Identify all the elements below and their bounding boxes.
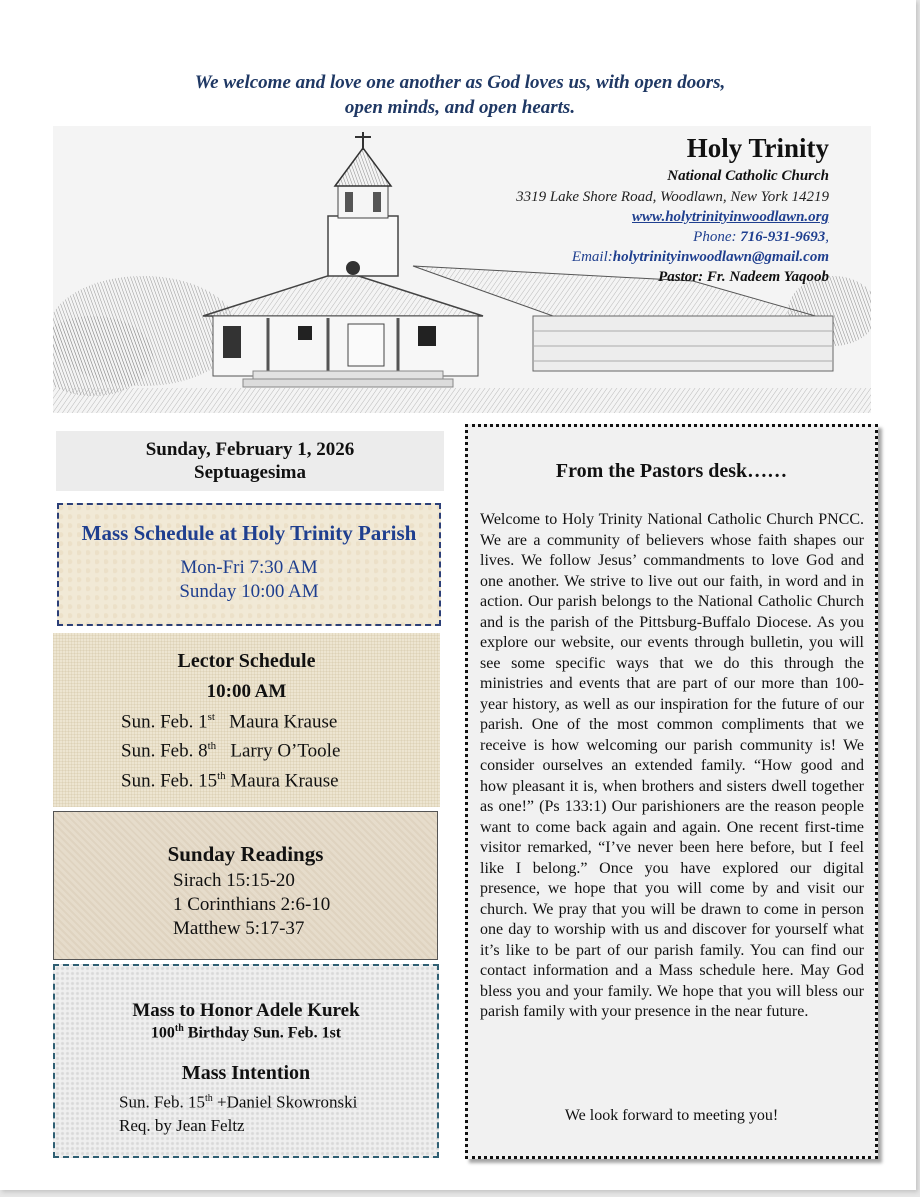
lector-name: Maura Krause xyxy=(230,769,339,791)
pastors-desk-closing: We look forward to meeting you! xyxy=(564,1107,779,1124)
mass-weekday-time: Mon-Fri 7:30 AM xyxy=(180,557,318,578)
mass-intention-box xyxy=(53,964,439,1158)
sunday-readings-title: Sunday Readings xyxy=(167,842,324,866)
email-label: Email: xyxy=(571,249,613,265)
lector-gap xyxy=(215,711,229,732)
lector-row xyxy=(121,764,440,793)
church-info xyxy=(516,130,829,287)
church-phone xyxy=(516,227,829,247)
liturgical-season: Septuagesima xyxy=(194,462,306,483)
pastors-desk-message: Welcome to Holy Trinity National Catholic Church PNCC. We are a community of believers whose faith shapes our lives. We follow Jesus’ commandments to love God and one another. We strive to live out our faith, in word and in action. Our parish belongs to the National Catholic Church and is the parish of the Pittsburg-Buffalo Diocese. As you explore our website, our events through bulletin, you will see some specific ways that we do this through the ministries and events that are part of our more than 100-year history, as well as our inspiration for the future of our parish. One of the most common compliments that we receive is how welcoming our parish community is! We consider ourselves an extended family. “How good and how pleasant it is, when brothers and sisters dwell together as one!” (Ps 133:1) Our parishioners are the reason people want to come back again and again. One recent first-time visitor remarked, “I’ve never been here before, but I feel like I belong.” Once you have explored our digital presence, we hope that you will come by and visit our church. We pray that you will be drawn to come in person one day to worship with us and discover for yourself what it’s like to be part of our parish family. You can find our contact information and a Mass schedule here. May God bless you and your family. We hope that you will bless our parish family with your presence in the near future. xyxy=(480,511,864,1020)
pastor-label: Pastor xyxy=(658,269,699,285)
mass-schedule-title: Mass Schedule at Holy Trinity Parish xyxy=(81,521,417,545)
lector-date-suffix: st xyxy=(207,711,215,723)
honor-mass-subtitle xyxy=(55,1023,437,1042)
lector-list xyxy=(121,705,440,793)
lector-gap xyxy=(216,741,230,762)
honor-mass-title: Mass to Honor Adele Kurek xyxy=(132,1000,360,1021)
pastors-desk-title: From the Pastors desk…… xyxy=(555,460,788,482)
lector-schedule-title: Lector Schedule xyxy=(177,650,316,672)
lector-date: Sun. Feb. 15 xyxy=(121,769,218,791)
mass-intention-title: Mass Intention xyxy=(181,1062,311,1085)
pastor-separator: : xyxy=(698,269,707,285)
church-email xyxy=(516,247,829,267)
phone-suffix: , xyxy=(825,229,829,245)
lector-name: Maura Krause xyxy=(229,711,338,733)
mass-sunday-time: Sunday 10:00 AM xyxy=(179,581,319,602)
birthday-text: Birthday Sun. Feb. 1st xyxy=(183,1024,342,1042)
intention-name: +Daniel Skowronski xyxy=(212,1092,358,1112)
bulletin-date: Sunday, February 1, 2026 xyxy=(145,439,355,460)
liturgical-date-box xyxy=(56,431,444,491)
mass-schedule-box xyxy=(57,503,441,626)
readings-list xyxy=(173,869,437,941)
motto-line-2: open minds, and open hearts. xyxy=(344,97,576,118)
church-pastor xyxy=(516,267,829,287)
reading-item: Sirach 15:15-20 xyxy=(173,870,295,891)
lector-mass-time: 10:00 AM xyxy=(206,681,287,702)
intention-date: Sun. Feb. 15 xyxy=(119,1092,205,1112)
sunday-readings-box xyxy=(53,811,438,960)
birthday-suffix: th xyxy=(174,1023,184,1034)
intention-requested-by: Req. by Jean Feltz xyxy=(119,1115,245,1135)
motto-line-1: We welcome and love one another as God loves us, with open doors, xyxy=(194,72,726,93)
intention-date-suffix: th xyxy=(204,1093,213,1105)
lector-schedule-box xyxy=(53,633,440,807)
pastors-desk-box xyxy=(465,424,878,1159)
church-address: 3319 Lake Shore Road, Woodlawn, New York 14219 xyxy=(516,189,829,205)
pastor-name: Fr. Nadeem Yaqoob xyxy=(706,269,829,285)
mass-intention-details xyxy=(119,1087,437,1137)
church-header xyxy=(53,126,871,413)
welcome-motto xyxy=(110,70,810,120)
birthday-number: 100 xyxy=(150,1024,175,1042)
church-website-link[interactable]: www.holytrinityinwoodlawn.org xyxy=(632,209,829,225)
phone-number[interactable]: 716-931-9693 xyxy=(740,229,826,245)
intention-row xyxy=(119,1087,437,1114)
reading-item: Matthew 5:17-37 xyxy=(173,918,305,939)
lector-name: Larry O’Toole xyxy=(230,740,341,762)
lector-date-suffix: th xyxy=(217,769,226,782)
email-address-link[interactable]: holytrinityinwoodlawn@gmail.com xyxy=(612,249,829,265)
lector-row xyxy=(121,705,440,734)
church-name: Holy Trinity xyxy=(686,133,829,163)
lector-date-suffix: th xyxy=(207,740,217,753)
lector-row xyxy=(121,734,440,763)
reading-item: 1 Corinthians 2:6-10 xyxy=(173,894,331,915)
phone-label: Phone: xyxy=(693,229,741,245)
lector-date: Sun. Feb. 8 xyxy=(121,740,208,762)
church-subtitle: National Catholic Church xyxy=(667,168,829,184)
lector-date: Sun. Feb. 1 xyxy=(121,711,208,733)
